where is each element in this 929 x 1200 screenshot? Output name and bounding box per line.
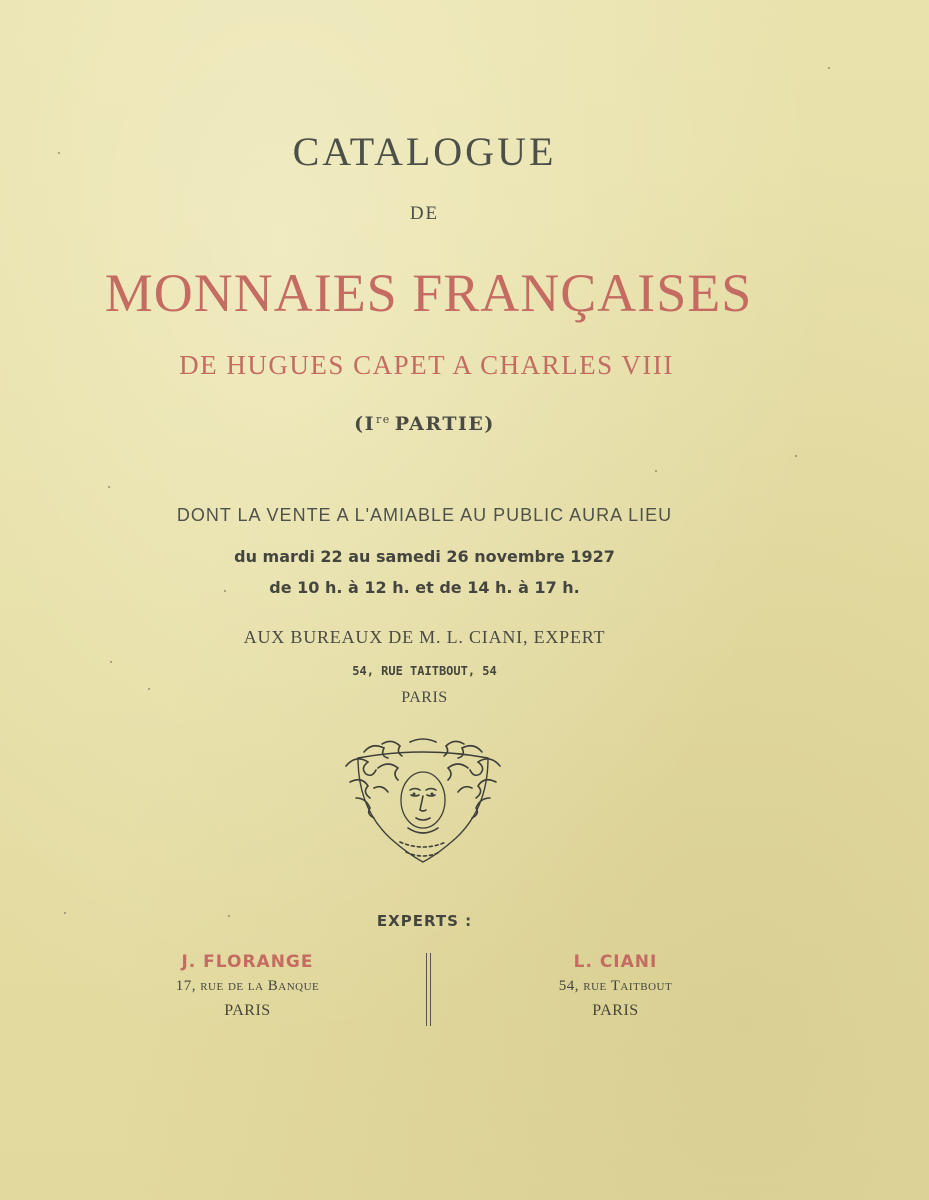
experts-heading: EXPERTS : bbox=[376, 912, 473, 930]
paper-speck bbox=[224, 590, 226, 592]
de-connector: DE bbox=[409, 203, 440, 224]
expert-right bbox=[488, 952, 743, 1020]
expert-right-name: L. CIANI bbox=[573, 952, 658, 972]
sale-hours: de 10 h. à 12 h. et de 14 h. à 17 h. bbox=[269, 578, 580, 597]
paper-speck bbox=[64, 912, 66, 914]
part-superscript: re bbox=[376, 413, 391, 426]
sale-dates: du mardi 22 au samedi 26 novembre 1927 bbox=[234, 547, 615, 566]
paper-speck bbox=[228, 915, 230, 917]
paper-speck bbox=[655, 470, 657, 472]
expert-right-address: 54, rue Taitbout bbox=[558, 978, 673, 994]
sale-city: PARIS bbox=[401, 689, 448, 706]
expert-left-name: J. FLORANGE bbox=[181, 952, 314, 972]
expert-left bbox=[120, 952, 375, 1020]
expert-right-city: PARIS bbox=[592, 1002, 639, 1019]
catalogue-heading: CATALOGUE bbox=[292, 129, 557, 174]
subtitle: DE HUGUES CAPET A CHARLES VIII bbox=[179, 350, 674, 380]
paper-speck bbox=[828, 67, 830, 69]
sale-venue: AUX BUREAUX DE M. L. CIANI, EXPERT bbox=[243, 627, 606, 647]
main-title: MONNAIES FRANÇAISES bbox=[104, 263, 753, 323]
paper-speck bbox=[148, 688, 150, 690]
part-label bbox=[0, 413, 889, 435]
part-suffix: PARTIE) bbox=[394, 413, 495, 435]
medusa-head-icon bbox=[338, 738, 508, 870]
double-rule-divider bbox=[426, 953, 431, 1026]
part-prefix: (I bbox=[354, 413, 375, 435]
sale-address: 54, RUE TAITBOUT, 54 bbox=[352, 664, 497, 678]
paper-speck bbox=[108, 486, 110, 488]
paper-speck bbox=[110, 661, 112, 663]
expert-left-address: 17, rue de la Banque bbox=[175, 978, 320, 994]
expert-left-city: PARIS bbox=[224, 1002, 271, 1019]
sale-intro: DONT LA VENTE A L'AMIABLE AU PUBLIC AURA LIEU bbox=[176, 505, 673, 525]
paper-speck bbox=[795, 455, 797, 457]
paper-speck bbox=[58, 152, 60, 154]
